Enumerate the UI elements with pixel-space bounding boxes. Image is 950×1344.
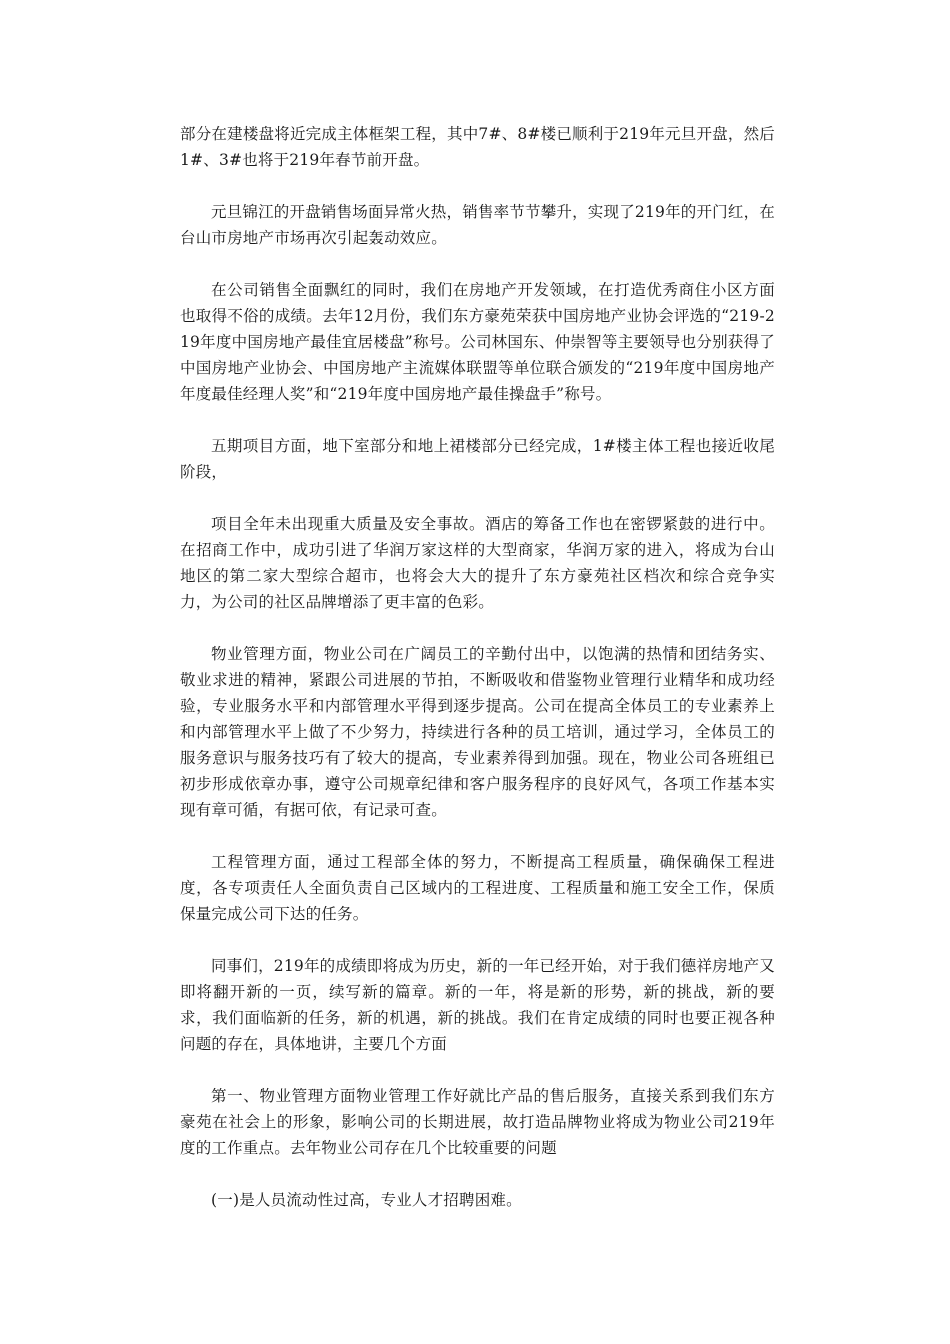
paragraph: 工程管理方面，通过工程部全体的努力，不断提高工程质量，确保确保工程进度，各专项责任人全面负责自己区域内的工程进度、工程质量和施工安全工作，保质保量完成公司下达的任务。 — [180, 853, 775, 923]
paragraph: 元旦锦江的开盘销售场面异常火热，销售率节节攀升，实现了219年的开门红，在台山市房地产市场再次引起轰动效应。 — [180, 203, 775, 247]
paragraph: (一)是人员流动性过高，专业人才招聘困难。 — [211, 1191, 522, 1209]
document-page — [180, 121, 775, 1239]
paragraph: 物业管理方面，物业公司在广阔员工的辛勤付出中，以饱满的热情和团结务实、敬业求进的精神，紧跟公司进展的节拍，不断吸收和借鉴物业管理行业精华和成功经验，专业服务水平和内部管理水平得到逐步提高。公司在提高全体员工的专业素养上和内部管理水平上做了不少努力，持续进行各种的员工培训，通过学习，全体员工的服务意识与服务技巧有了较大的提高，专业素养得到加强。现在，物业公司各班组已初步形成依章办事，遵守公司规章纪律和客户服务程序的良好风气，各项工作基本实现有章可循，有据可依，有记录可查。 — [180, 645, 775, 819]
paragraph: 同事们，219年的成绩即将成为历史，新的一年已经开始，对于我们德祥房地产又即将翻开新的一页，续写新的篇章。新的一年，将是新的形势，新的挑战，新的要求，我们面临新的任务，新的机遇，新的挑战。我们在肯定成绩的同时也要正视各种问题的存在，具体地讲，主要几个方面 — [180, 957, 775, 1053]
paragraph: 五期项目方面，地下室部分和地上裙楼部分已经完成，1#楼主体工程也接近收尾阶段， — [180, 437, 775, 481]
paragraph: 在公司销售全面飘红的同时，我们在房地产开发领域，在打造优秀商住小区方面也取得不俗的成绩。去年12月份，我们东方豪苑荣获中国房地产业协会评选的“219-219年度中国房地产最佳宜居楼盘”称号。公司林国东、仲崇智等主要领导也分别获得了中国房地产业协会、中国房地产主流媒体联盟等单位联合颁发的“219年度中国房地产年度最佳经理人奖”和“219年度中国房地产最佳操盘手”称号。 — [180, 281, 775, 403]
paragraph: 第一、物业管理方面物业管理工作好就比产品的售后服务，直接关系到我们东方豪苑在社会上的形象，影响公司的长期进展，故打造品牌物业将成为物业公司219年度的工作重点。去年物业公司存在几个比较重要的问题 — [180, 1087, 775, 1157]
paragraph: 部分在建楼盘将近完成主体框架工程，其中7#、8#楼已顺利于219年元旦开盘，然后1#、3#也将于219年春节前开盘。 — [180, 125, 775, 169]
paragraph: 项目全年未出现重大质量及安全事故。酒店的筹备工作也在密锣紧鼓的进行中。在招商工作中，成功引进了华润万家这样的大型商家，华润万家的进入，将成为台山地区的第二家大型综合超市，也将会大大的提升了东方豪苑社区档次和综合竞争实力，为公司的社区品牌增添了更丰富的色彩。 — [180, 515, 775, 611]
